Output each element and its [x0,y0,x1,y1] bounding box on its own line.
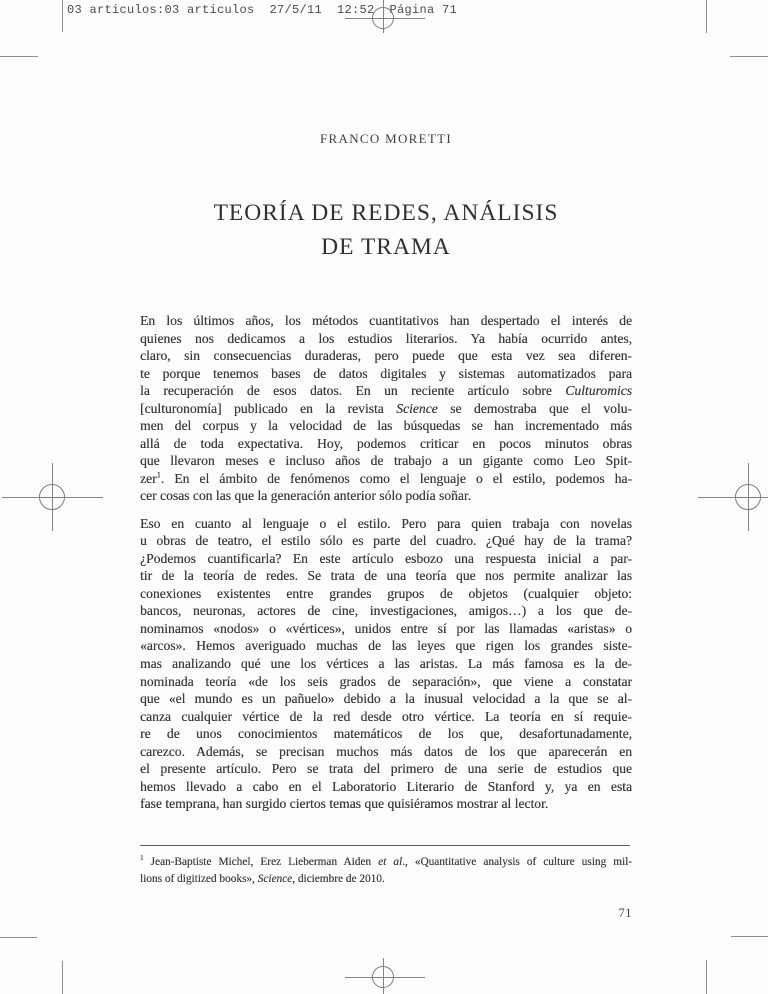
text-line: carezco. Además, se precisan muchos más datos de los que aparecerán en [140,743,632,759]
article-title [140,197,632,264]
footnote-separator [140,845,630,846]
text-line: tir de la teoría de redes. Se trata de una teoría que nos permite analizar las [140,568,632,584]
article-author: FRANCO MORETTI [320,131,452,146]
text-line: canza cualquier vértice de la red desde otro vértice. La teoría en sí requie- [140,708,632,724]
crop-mark-top-right-vertical [706,0,707,33]
text-line: fase temprana, han surgido ciertos temas que quisiéramos mostrar al lector. [140,796,549,812]
text-line: En los últimos años, los métodos cuantitativos han despertado el interés de [140,313,632,328]
text-line: cer cosas con las que la generación anterior sólo podía soñar. [140,488,472,504]
text-line: que llevaron meses e incluso años de trabajo a un gigante como Leo Spit- [140,453,632,469]
crop-mark-bottom-right-horizontal [731,936,768,937]
text-line: quienes nos dedicamos a los estudios literarios. Ya había ocurrido antes, [140,330,632,346]
text-line: nominamos «nodos» o «vértices», unidos entre sí por las llamadas «aristas» o [140,620,632,636]
text-line: claro, sin consecuencias duraderas, pero puede que esta vez sea diferen- [140,348,632,364]
text-line: te porque tenemos bases de datos digitales y sistemas automatizados para [140,365,632,381]
crosshair-circle [372,966,394,988]
text-line: $^1$ Jean-Baptiste Michel, Erez Lieberman Aiden et al., «Quantitative analysis of culture using mil- [140,854,633,868]
text-line: conexiones existentes entre grandes grupos de objetos (cualquier objeto: [140,585,632,601]
text-line: u obras de teatro, el estilo sólo es parte del cuadro. ¿Qué hay de la trama? [140,533,632,549]
article-body [140,312,632,813]
text-line: mas analizando qué une los vértices a las aristas. La más famosa es la de- [140,655,632,671]
crop-mark-bottom-right-vertical [706,960,707,994]
text-line: [culturonomía] publicado en la revista Science se demostraba que el volu- [140,400,633,416]
footnote [140,854,632,887]
text-line: hemos llevado a cabo en el Laboratorio Literario de Stanford y, ya en esta [140,778,632,794]
text-line: que «el mundo es un pañuelo» debido a la inusual velocidad a la que se al- [140,691,632,707]
text-line: «arcos». Hemos averiguado muchas de las leyes que rigen los grandes siste- [140,638,632,654]
title-line-2: DE TRAMA [321,233,451,260]
text-line: la recuperación de esos datos. En un reciente artículo sobre Culturomics [140,383,632,399]
text-line: men del corpus y la velocidad de las búsquedas se han incrementado más [140,418,632,434]
text-line: el presente artículo. Pero se trata del primero de una serie de estudios que [140,761,632,777]
body-paragraph [140,515,632,813]
title-line-1: TEORÍA DE REDES, ANÁLISIS [213,200,559,226]
crosshair-circle [735,484,761,510]
text-line: ¿Podemos cuantificarla? En este artículo esbozo una respuesta inicial a par- [140,550,632,566]
text-line: allá de toda expectativa. Hoy, podemos criticar en pocos minutos obras [140,435,632,451]
crop-mark-top-left-vertical [62,0,63,32]
proof-header-text: 03 articulos:03 articulos 27/5/11 12:52 Página 71 [67,3,458,17]
text-line: lions of digitized books», Science, diciembre de 2010. [140,872,385,885]
text-line: bancos, neuronas, actores de cine, investigaciones, amigos…) a los que de- [140,603,632,619]
text-line: zer$^1$. En el ámbito de fenómenos como el lenguaje o el estilo, podemos ha- [140,469,632,486]
body-paragraph [140,312,632,505]
crop-mark-bottom-left-horizontal [0,937,37,938]
text-line: Eso en cuanto al lenguaje o el estilo. Pero para quien trabaja con novelas [140,515,632,531]
crop-mark-top-left-horizontal [0,56,38,57]
text-line: nominada teoría «de los seis grados de separación», que viene a constatar [140,673,632,689]
page-number: 71 [618,906,632,920]
text-line: re de unos conocimientos matemáticos de los que, desafortunadamente, [140,726,632,742]
crop-mark-top-right-horizontal [730,56,768,57]
crop-mark-bottom-left-vertical [62,961,63,994]
crosshair-circle [39,484,65,510]
